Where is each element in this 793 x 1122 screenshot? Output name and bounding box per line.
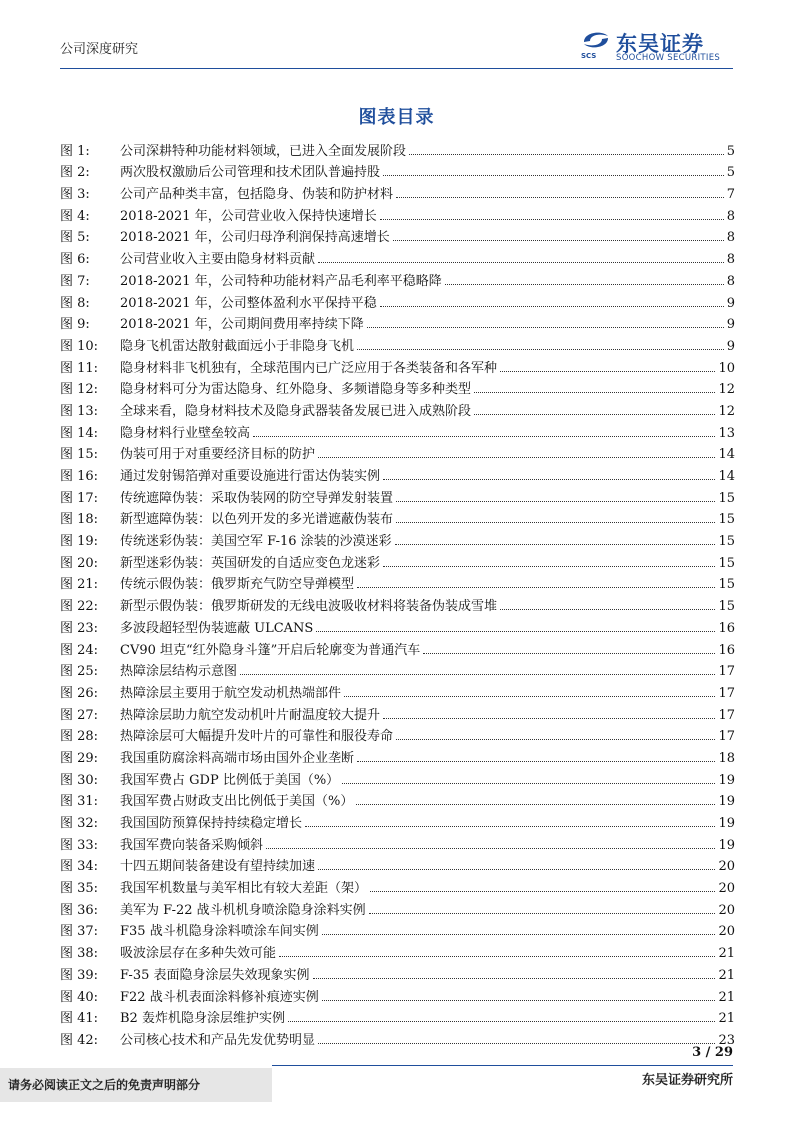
toc-entry-page: 20 xyxy=(718,881,735,897)
toc-entry[interactable] xyxy=(60,679,735,701)
toc-entry-label: 图 32: xyxy=(60,816,99,831)
toc-entry-label: 图 22: xyxy=(60,599,99,615)
toc-entry[interactable] xyxy=(60,658,735,680)
toc-entry-title: 热障涂层主要用于航空发动机热端部件 xyxy=(120,685,342,701)
toc-entry-title: 新型示假伪装：俄罗斯研发的无线电波吸收材料将装备伪装成雪堆 xyxy=(120,599,498,615)
toc-entry[interactable] xyxy=(60,571,735,593)
toc-entry-label: 图 14: xyxy=(60,425,99,441)
toc-entry[interactable] xyxy=(60,506,735,528)
toc-entry[interactable] xyxy=(60,159,735,181)
toc-entry-label: 图 40: xyxy=(60,989,99,1005)
toc-entry[interactable] xyxy=(60,354,735,376)
toc-entry-label: 图 8: xyxy=(60,295,90,311)
toc-entry-title: 2018-2021 年，公司特种功能材料产品毛利率平稳略降 xyxy=(120,273,442,289)
toc-entry-page: 17 xyxy=(718,685,735,701)
toc-entry-title: 热障涂层助力航空发动机叶片耐温度较大提升 xyxy=(120,707,381,723)
toc-entry[interactable] xyxy=(60,853,735,875)
toc-entry-label: 图 28: xyxy=(60,729,99,745)
toc-entry-label: 图 33: xyxy=(60,837,99,853)
toc-dot-leader xyxy=(322,934,716,935)
toc-entry-page: 23 xyxy=(718,1032,735,1048)
toc-entry[interactable] xyxy=(60,766,735,788)
toc-entry-page: 15 xyxy=(718,512,735,528)
toc-entry-page: 21 xyxy=(718,989,735,1005)
toc-entry-page: 8 xyxy=(726,273,735,289)
toc-dot-leader xyxy=(396,739,715,740)
toc-entry-title: F-35 表面隐身涂层失效现象实例 xyxy=(120,967,310,983)
toc-entry[interactable] xyxy=(60,592,735,614)
toc-entry-title: 2018-2021 年，公司归母净利润保持高速增长 xyxy=(120,230,390,246)
toc-dot-leader xyxy=(342,783,715,784)
toc-dot-leader xyxy=(396,197,724,198)
toc-dot-leader xyxy=(423,653,715,654)
toc-dot-leader xyxy=(316,631,715,632)
toc-entry-title: 我国军费占 GDP 比例低于美国（%） xyxy=(120,772,340,788)
toc-entry-label: 图 31: xyxy=(60,794,99,810)
toc-entry[interactable] xyxy=(60,224,735,246)
toc-entry-label: 图 23: xyxy=(60,620,99,636)
toc-dot-leader xyxy=(383,718,715,719)
toc-entry-page: 20 xyxy=(718,924,735,940)
toc-entry-label: 图 35: xyxy=(60,881,99,897)
toc-entry-title: 我国国防预算保持持续稳定增长 xyxy=(120,816,303,831)
toc-entry[interactable] xyxy=(60,874,735,896)
toc-dot-leader xyxy=(383,479,715,480)
toc-dot-leader xyxy=(318,1043,715,1044)
toc-entry-label: 图 6: xyxy=(60,252,90,268)
logo-chinese-name: 东吴证券 xyxy=(616,32,704,56)
toc-entry-title: F35 战斗机隐身涂料喷涂车间实例 xyxy=(120,924,319,940)
toc-entry-label: 图 10: xyxy=(60,338,99,354)
disclaimer-banner: 请务必阅读正文之后的免责声明部分 xyxy=(0,1068,272,1102)
toc-entry-page: 15 xyxy=(718,490,735,506)
toc-entry-title: 美军为 F-22 战斗机机身喷涂隐身涂料实例 xyxy=(120,902,366,918)
toc-entry-page: 21 xyxy=(718,1011,735,1027)
toc-entry[interactable] xyxy=(60,549,735,571)
toc-entry-page: 15 xyxy=(718,555,735,571)
toc-entry[interactable] xyxy=(60,636,735,658)
toc-entry-label: 图 2: xyxy=(60,165,90,181)
toc-entry-title: 通过发射锡箔弹对重要设施进行雷达伪装实例 xyxy=(120,469,381,484)
toc-entry-title: 公司产品种类丰富，包括隐身、伪装和防护材料 xyxy=(120,187,394,203)
toc-entry-page: 20 xyxy=(718,902,735,918)
toc-entry-label: 图 41: xyxy=(60,1011,99,1027)
logo-abbreviation: SCS xyxy=(581,52,597,60)
toc-entry-title: B2 轰炸机隐身涂层维护实例 xyxy=(120,1011,285,1027)
toc-entry-page: 12 xyxy=(718,403,735,419)
toc-entry-label: 图 16: xyxy=(60,469,99,484)
toc-entry-page: 5 xyxy=(726,165,735,181)
toc-entry-page: 9 xyxy=(726,317,735,333)
toc-entry-title: 新型迷彩伪装：英国研发的自适应变色龙迷彩 xyxy=(120,555,381,571)
toc-entry-title: 隐身材料行业壁垒较高 xyxy=(120,425,251,441)
toc-dot-leader xyxy=(318,869,715,870)
toc-entry-title: 公司核心技术和产品先发优势明显 xyxy=(120,1032,316,1048)
toc-dot-leader xyxy=(474,392,715,393)
toc-entry-title: 我国重防腐涂料高端市场由国外企业垄断 xyxy=(120,750,355,766)
toc-entry-page: 14 xyxy=(718,447,735,463)
toc-entry-label: 图 26: xyxy=(60,685,99,701)
toc-entry-title: 热障涂层结构示意图 xyxy=(120,664,238,680)
toc-entry-label: 图 38: xyxy=(60,946,99,962)
toc-entry-label: 图 37: xyxy=(60,924,99,940)
toc-entry[interactable] xyxy=(60,1005,735,1027)
toc-entry[interactable] xyxy=(60,137,735,159)
toc-entry-label: 图 20: xyxy=(60,555,99,571)
toc-dot-leader xyxy=(383,175,724,176)
toc-dot-leader xyxy=(344,696,715,697)
toc-entry[interactable] xyxy=(60,376,735,398)
toc-entry-page: 14 xyxy=(718,469,735,484)
toc-entry-label: 图 24: xyxy=(60,642,99,658)
toc-dot-leader xyxy=(445,284,724,285)
toc-dot-leader xyxy=(500,371,715,372)
toc-entry-page: 9 xyxy=(726,338,735,354)
toc-entry-page: 20 xyxy=(718,859,735,875)
toc-entry-label: 图 1: xyxy=(60,143,90,159)
toc-dot-leader xyxy=(322,1000,716,1001)
toc-entry-label: 图 39: xyxy=(60,967,99,983)
toc-entry-label: 图 4: xyxy=(60,208,90,224)
logo-emblem-icon xyxy=(580,28,612,52)
toc-entry-page: 8 xyxy=(726,208,735,224)
toc-entry-title: 两次股权激励后公司管理和技术团队普遍持股 xyxy=(120,165,381,181)
toc-dot-leader xyxy=(383,566,715,567)
toc-entry-title: 隐身材料可分为雷达隐身、红外隐身、多频谱隐身等多种类型 xyxy=(120,382,472,398)
toc-entry-title: 2018-2021 年，公司营业收入保持快速增长 xyxy=(120,208,377,224)
toc-entry[interactable] xyxy=(60,527,735,549)
toc-entry-title: 公司深耕特种功能材料领域，已进入全面发展阶段 xyxy=(120,143,407,159)
toc-entry-label: 图 17: xyxy=(60,490,99,506)
toc-entry-title: 热障涂层可大幅提升发叶片的可靠性和服役寿命 xyxy=(120,729,394,745)
toc-dot-leader xyxy=(396,501,715,502)
toc-entry-title: 十四五期间装备建设有望持续加速 xyxy=(120,859,316,875)
toc-entry[interactable] xyxy=(60,180,735,202)
toc-entry-label: 图 11: xyxy=(60,360,99,376)
toc-entry-page: 10 xyxy=(718,360,735,376)
toc-dot-leader xyxy=(279,956,715,957)
toc-entry[interactable] xyxy=(60,809,735,831)
toc-title: 图表目录 xyxy=(358,107,435,128)
toc-dot-leader xyxy=(396,522,715,523)
toc-entry-page: 21 xyxy=(718,967,735,983)
toc-entry-label: 图 13: xyxy=(60,403,99,419)
toc-entry-label: 图 21: xyxy=(60,577,99,593)
toc-entry-page: 18 xyxy=(718,750,735,766)
toc-entry[interactable] xyxy=(60,202,735,224)
toc-entry-page: 15 xyxy=(718,534,735,550)
toc-entry-title: F22 战斗机表面涂料修补痕迹实例 xyxy=(120,989,319,1005)
toc-entry-page: 15 xyxy=(718,577,735,593)
toc-entry-page: 19 xyxy=(718,772,735,788)
toc-entry-page: 12 xyxy=(718,382,735,398)
toc-entry-title: 2018-2021 年，公司整体盈利水平保持平稳 xyxy=(120,295,377,311)
toc-entry[interactable] xyxy=(60,961,735,983)
toc-entry-label: 图 5: xyxy=(60,230,90,246)
toc-entry-title: 多波段超轻型伪装遮蔽 ULCANS xyxy=(120,620,314,636)
toc-dot-leader xyxy=(357,587,715,588)
toc-entry-title: 公司营业收入主要由隐身材料贡献 xyxy=(120,252,316,268)
toc-entry-title: 传统示假伪装：俄罗斯充气防空导弹模型 xyxy=(120,577,355,593)
toc-entry[interactable] xyxy=(60,462,735,484)
toc-entry-title: 新型遮障伪装：以色列开发的多光谱遮蔽伪装布 xyxy=(120,512,394,528)
toc-entry-label: 图 19: xyxy=(60,534,99,550)
toc-entry[interactable] xyxy=(60,614,735,636)
toc-entry[interactable] xyxy=(60,701,735,723)
toc-entry[interactable] xyxy=(60,918,735,940)
toc-entry[interactable] xyxy=(60,419,735,441)
toc-entry-page: 13 xyxy=(718,425,735,441)
toc-entry[interactable] xyxy=(60,267,735,289)
toc-entry-page: 9 xyxy=(726,295,735,311)
toc-dot-leader xyxy=(318,262,724,263)
toc-entry[interactable] xyxy=(60,723,735,745)
toc-dot-leader xyxy=(393,240,724,241)
toc-entry[interactable] xyxy=(60,788,735,810)
toc-entry[interactable] xyxy=(60,983,735,1005)
toc-dot-leader xyxy=(318,457,715,458)
toc-dot-leader xyxy=(266,848,715,849)
toc-entry[interactable] xyxy=(60,744,735,766)
toc-entry-label: 图 12: xyxy=(60,382,99,398)
toc-entry-page: 5 xyxy=(726,143,735,159)
toc-entry-label: 图 30: xyxy=(60,772,99,788)
toc-dot-leader xyxy=(313,978,716,979)
toc-entry-page: 17 xyxy=(718,664,735,680)
toc-entry-page: 16 xyxy=(718,620,735,636)
toc-entry-page: 15 xyxy=(718,599,735,615)
toc-dot-leader xyxy=(380,219,724,220)
toc-entry[interactable] xyxy=(60,939,735,961)
toc-entry-title: 吸波涂层存在多种失效可能 xyxy=(120,946,277,962)
page-number: 3 / 29 xyxy=(692,1045,733,1060)
toc-entry-label: 图 25: xyxy=(60,664,99,680)
toc-entry[interactable] xyxy=(60,484,735,506)
toc-dot-leader xyxy=(305,826,715,827)
toc-entry-title: 伪装可用于对重要经济目标的防护 xyxy=(120,447,316,463)
toc-entry[interactable] xyxy=(60,1026,735,1048)
toc-entry-label: 图 3: xyxy=(60,187,90,203)
toc-entry-title: 隐身材料非飞机独有，全球范围内已广泛应用于各类装备和各军种 xyxy=(120,360,498,376)
header-divider xyxy=(60,68,733,69)
toc-entry-title: 我国军机数量与美军相比有较大差距（架） xyxy=(120,881,368,897)
toc-dot-leader xyxy=(380,306,724,307)
toc-entry-title: 传统迷彩伪装：美国空军 F-16 涂装的沙漠迷彩 xyxy=(120,534,392,550)
toc-entry[interactable] xyxy=(60,311,735,333)
toc-entry[interactable] xyxy=(60,397,735,419)
toc-dot-leader xyxy=(356,804,715,805)
toc-entry-title: CV90 坦克“红外隐身斗篷”开启后轮廓变为普通汽车 xyxy=(120,642,421,658)
toc-entry-label: 图 29: xyxy=(60,750,99,766)
toc-entry-page: 21 xyxy=(718,946,735,962)
toc-entry[interactable] xyxy=(60,896,735,918)
toc-entry-title: 我国军费向装备采购倾斜 xyxy=(120,837,264,853)
toc-entry-label: 图 42: xyxy=(60,1032,99,1048)
toc-entry-page: 19 xyxy=(718,816,735,831)
footer-org: 东吴证券研究所 xyxy=(641,1073,733,1088)
logo-english-name: SOOCHOW SECURITIES xyxy=(616,53,721,63)
toc-entry-title: 传统遮障伪装：采取伪装网的防空导弹发射装置 xyxy=(120,490,394,506)
toc-entry[interactable] xyxy=(60,332,735,354)
toc-entry-label: 图 36: xyxy=(60,902,99,918)
company-logo xyxy=(580,28,740,68)
toc-entry[interactable] xyxy=(60,441,735,463)
toc-entry-title: 全球来看，隐身材料技术及隐身武器装备发展已进入成熟阶段 xyxy=(120,403,472,419)
toc-dot-leader xyxy=(240,674,715,675)
toc-entry-page: 7 xyxy=(726,187,735,203)
toc-dot-leader xyxy=(288,1021,715,1022)
toc-entry-label: 图 7: xyxy=(60,273,90,289)
toc-list xyxy=(60,137,735,1048)
toc-dot-leader xyxy=(367,327,724,328)
toc-entry-page: 8 xyxy=(726,252,735,268)
toc-entry-title: 2018-2021 年，公司期间费用率持续下降 xyxy=(120,317,364,333)
toc-dot-leader xyxy=(409,154,724,155)
toc-entry[interactable] xyxy=(60,831,735,853)
toc-dot-leader xyxy=(369,913,716,914)
toc-entry-label: 图 34: xyxy=(60,859,99,875)
toc-entry-label: 图 18: xyxy=(60,512,99,528)
toc-entry-label: 图 27: xyxy=(60,707,99,723)
toc-dot-leader xyxy=(370,891,715,892)
toc-entry-title: 隐身飞机雷达散射截面远小于非隐身飞机 xyxy=(120,338,355,354)
doc-type-label: 公司深度研究 xyxy=(60,42,139,57)
toc-entry-page: 17 xyxy=(718,707,735,723)
toc-dot-leader xyxy=(357,349,724,350)
footer-divider xyxy=(272,1065,733,1066)
toc-entry-page: 17 xyxy=(718,729,735,745)
toc-dot-leader xyxy=(357,761,715,762)
toc-entry-label: 图 9: xyxy=(60,317,90,333)
toc-dot-leader xyxy=(474,414,715,415)
toc-entry-page: 19 xyxy=(718,794,735,810)
toc-entry-page: 8 xyxy=(726,230,735,246)
toc-entry[interactable] xyxy=(60,245,735,267)
toc-dot-leader xyxy=(395,544,716,545)
toc-dot-leader xyxy=(253,436,715,437)
toc-dot-leader xyxy=(500,609,715,610)
toc-entry[interactable] xyxy=(60,289,735,311)
toc-entry-page: 16 xyxy=(718,642,735,658)
toc-entry-page: 19 xyxy=(718,837,735,853)
toc-entry-label: 图 15: xyxy=(60,447,99,463)
toc-entry-title: 我国军费占财政支出比例低于美国（%） xyxy=(120,794,354,810)
